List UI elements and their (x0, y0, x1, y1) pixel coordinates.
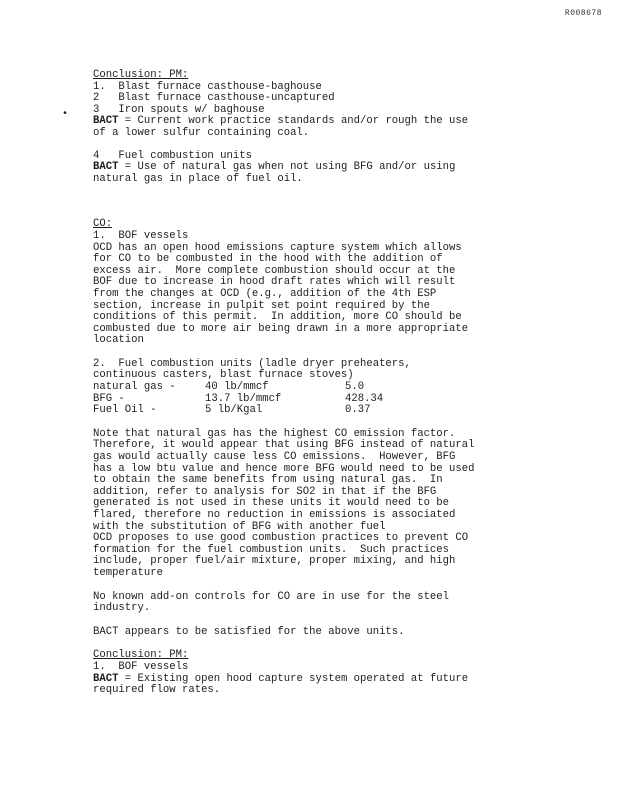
analysis-section (93, 429, 533, 580)
bact-note (93, 627, 533, 639)
conclusion-co-item: 1. BOF vessels (93, 660, 189, 673)
analysis-line: flared, therefore no reduction in emissions is associated (93, 509, 456, 521)
no-known-controls (93, 592, 533, 615)
co-paragraph-line: excess air. More complete combustion should occur at the (93, 264, 456, 277)
fuel-emission-table (93, 359, 533, 417)
fuel-name: BFG - (93, 392, 125, 405)
bact-text: = Use of natural gas when not using BFG and/or using (118, 161, 456, 174)
analysis-line: temperature (93, 566, 163, 579)
analysis-line: generated is not used in these units it would need to be (93, 497, 450, 510)
co-heading: CO: (93, 218, 113, 231)
analysis-line: has a low btu value and hence more BFG would need to be used (93, 462, 475, 475)
table-row (93, 382, 533, 394)
analysis-line: formation for the fuel combustion units. Such practices (93, 543, 450, 556)
co-paragraph-line: from the changes at OCD (e.g., addition of the 4th ESP (93, 287, 437, 300)
conclusion-pm-heading: Conclusion: PM: (93, 69, 189, 81)
co-paragraph-line: combusted due to more air being drawn in a more appropriate (93, 322, 469, 335)
co-paragraph-line: OCD has an open hood emissions capture system which allows (93, 241, 462, 254)
fuel-name: natural gas - (93, 381, 176, 394)
conclusion-pm-item-2: 2 Blast furnace casthouse-uncaptured (93, 92, 335, 105)
bact-label: BACT (93, 672, 119, 685)
fuel-factor: 0.37 (345, 404, 371, 417)
conclusion-pm-item-3: 3 Iron spouts w/ baghouse (93, 103, 265, 116)
document-body (93, 70, 533, 697)
no-known-line-2: industry. (93, 602, 151, 615)
document-id: R008678 (564, 9, 602, 18)
analysis-line: Therefore, it would appear that using BFG instead of natural (93, 439, 475, 452)
no-known-line-1: No known add-on controls for CO are in use for the steel (93, 590, 450, 603)
analysis-line: addition, refer to analysis for SO2 in that if the BFG (93, 485, 437, 498)
fuel-name: Fuel Oil - (93, 404, 157, 417)
conclusion-co-bact-line-2: required flow rates. (93, 684, 221, 697)
bact-note-line: BACT appears to be satisfied for the above units. (93, 625, 405, 638)
co-paragraph-line: BOF due to increase in hood draft rates which will result (93, 276, 456, 289)
co-item-bof: 1. BOF vessels (93, 229, 189, 242)
conclusion-pm-item-1: 1. Blast furnace casthouse-baghouse (93, 80, 322, 93)
co-paragraph-line: section, increase in pulpit set point required by the (93, 299, 430, 312)
co-paragraph-line: conditions of this permit. In addition, more CO should be (93, 311, 462, 324)
analysis-line: OCD proposes to use good combustion practices to prevent CO (93, 532, 469, 545)
table-row (93, 394, 533, 406)
analysis-line: with the substitution of BFG with another fuel (93, 520, 386, 533)
fuel-units-bact-line-1 (93, 162, 533, 174)
analysis-line: to obtain the same benefits from using natural gas. In (93, 474, 443, 487)
margin-bullet: • (62, 109, 69, 120)
bact-label: BACT (93, 161, 119, 174)
table-row (93, 405, 533, 417)
conclusion-pm-section (93, 70, 533, 140)
conclusion-pm-bact-line-2: of a lower sulfur containing coal. (93, 126, 310, 139)
fuel-factor: 428.34 (345, 392, 384, 405)
conclusion-co-heading: Conclusion: PM: (93, 649, 189, 662)
co-paragraph-line: location (93, 334, 144, 347)
bact-label: BACT (93, 115, 119, 128)
fuel-rate: 5 lb/Kgal (205, 404, 263, 417)
co-section (93, 219, 533, 347)
bact-text: = Existing open hood capture system operated at future (118, 672, 469, 685)
bact-text: = Current work practice standards and/or rough the use (118, 115, 469, 128)
fuel-rate: 13.7 lb/mmcf (205, 392, 282, 405)
fuel-factor: 5.0 (345, 381, 365, 394)
fuel-table-intro-2: continuous casters, blast furnace stoves) (93, 369, 354, 382)
analysis-line: Note that natural gas has the highest CO emission factor. (93, 427, 456, 440)
co-paragraph-line: for CO to be combusted in the hood with the addition of (93, 253, 443, 266)
fuel-units-bact-line-2: natural gas in place of fuel oil. (93, 172, 303, 185)
conclusion-co-section (93, 650, 533, 696)
analysis-line: gas would actually cause less CO emissions. However, BFG (93, 451, 456, 464)
fuel-units-item: 4 Fuel combustion units (93, 149, 252, 162)
fuel-table-intro-1: 2. Fuel combustion units (ladle dryer preheaters, (93, 357, 411, 370)
fuel-units-section (93, 151, 533, 186)
analysis-line: include, proper fuel/air mixture, proper mixing, and high (93, 555, 456, 568)
fuel-rate: 40 lb/mmcf (205, 381, 269, 394)
